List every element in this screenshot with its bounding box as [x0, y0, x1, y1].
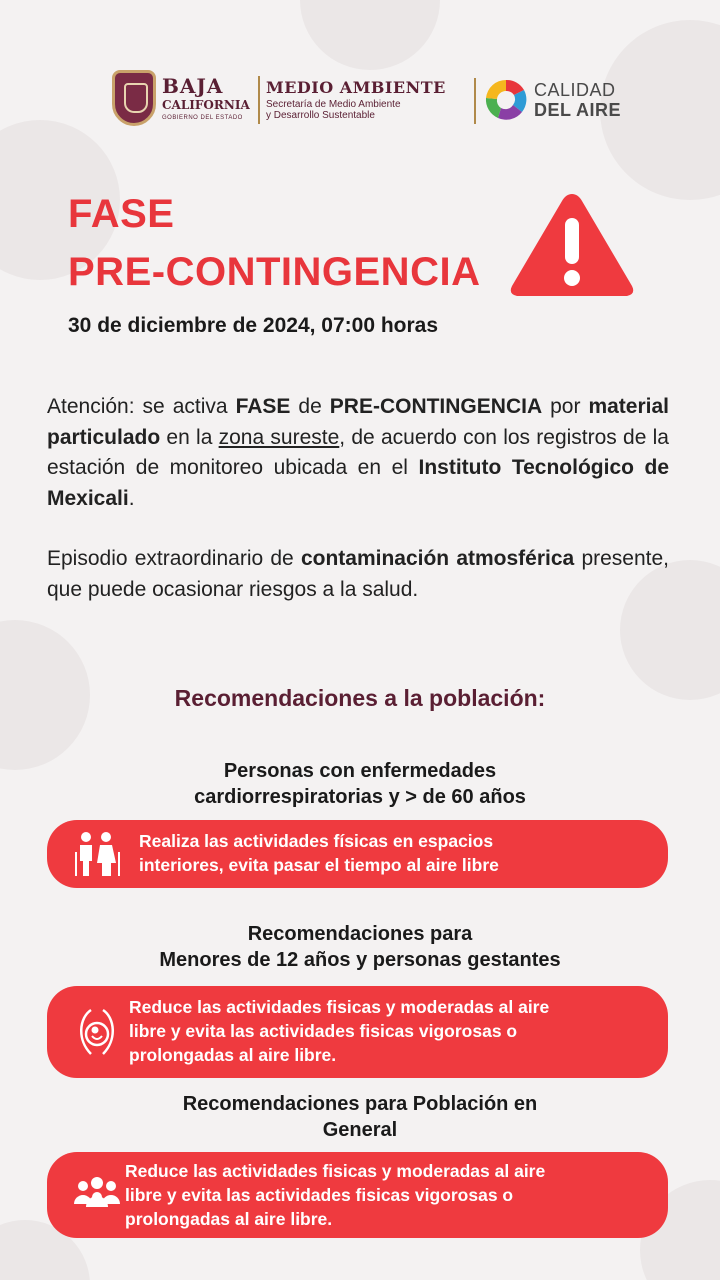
alert-date: 30 de diciembre de 2024, 07:00 horas — [68, 314, 439, 337]
card3-text-line2: libre y evita las actividades fisicas vigorosas o — [125, 1185, 514, 1205]
baja-california-logo — [112, 68, 252, 130]
bc-name-line2: CALIFORNIA — [162, 98, 250, 112]
card1-text-line2: interiores, evita pasar el tiempo al aire libre — [139, 855, 499, 875]
p1-text: de — [290, 395, 330, 418]
p1-zona-sureste: zona sureste — [218, 425, 340, 449]
group1-heading-line2: cardiorrespiratorias y > de 60 años — [194, 786, 526, 808]
group1-heading — [60, 758, 660, 810]
recommendation-card-2 — [47, 986, 668, 1078]
p1-text: , de acuerdo con los registros de la estación de monitoreo ubicada en el — [47, 425, 669, 479]
medio-ambiente-subtitle2: y Desarrollo Sustentable — [266, 110, 375, 121]
p1-text: en la — [160, 425, 219, 449]
group1-heading-line1: Personas con enfermedades — [223, 760, 497, 782]
p1-bold-fase: FASE — [235, 395, 291, 418]
card2-text-line2: libre y evita las actividades fisicas vigorosas o — [129, 1021, 518, 1041]
recommendation-card-3 — [47, 1152, 668, 1238]
p1-bold-instituto: Instituto Tecnológico de Mexicali — [47, 456, 669, 510]
medio-ambiente-title: MEDIO AMBIENTE — [266, 78, 446, 97]
medio-ambiente-subtitle1: Secretaría de Medio Ambiente — [266, 99, 401, 110]
card3-text-line3: prolongadas al aire libre. — [125, 1209, 333, 1229]
p1-text: Atención: se activa — [47, 395, 236, 418]
p2-bold-contaminacion: contaminación atmosférica — [300, 547, 575, 570]
card2-text-line1: Reduce las actividades fisicas y moderadas al aire — [129, 997, 550, 1017]
alert-title-line1: FASE — [68, 192, 175, 236]
bc-name-line3: GOBIERNO DEL ESTADO — [162, 115, 243, 121]
header-divider — [474, 78, 476, 124]
p2-text: presente, que puede ocasionar riesgos a la salud. — [47, 547, 669, 601]
card1-text-line1: Realiza las actividades físicas en espacios — [139, 831, 494, 851]
recommendation-card-1 — [47, 820, 668, 888]
coat-of-arms-icon — [112, 70, 156, 126]
group3-heading-line2: General — [322, 1119, 398, 1141]
warning-icon — [508, 188, 636, 300]
group2-heading-line1: Recomendaciones para — [247, 923, 473, 945]
group3-heading-line1: Recomendaciones para Población en — [182, 1093, 538, 1115]
alert-title-line2: PRE-CONTINGENCIA — [68, 250, 481, 294]
pregnant-icon — [71, 1006, 123, 1058]
p1-text: por — [542, 395, 589, 418]
alert-description — [47, 392, 669, 514]
group2-heading — [60, 921, 660, 973]
group-icon — [71, 1170, 123, 1222]
del-aire-text: DEL AIRE — [534, 100, 622, 120]
p2-text: Episodio extraordinario de — [47, 547, 301, 570]
bc-name-line1: BAJA — [162, 74, 224, 98]
header-divider — [258, 76, 260, 124]
card3-text-line1: Reduce las actividades fisicas y moderadas al aire — [125, 1161, 546, 1181]
group3-heading — [60, 1091, 660, 1143]
p1-text: . — [128, 486, 135, 510]
calidad-del-aire-icon — [484, 78, 528, 122]
elderly-couple-icon — [71, 828, 123, 880]
episode-description — [47, 544, 669, 605]
group2-heading-line2: Menores de 12 años y personas gestantes — [159, 949, 561, 971]
p1-bold-precontingencia: PRE-CONTINGENCIA — [329, 395, 543, 418]
p1-bold-material: material particulado — [47, 395, 669, 449]
recommendations-title: Recomendaciones a la población: — [174, 685, 546, 711]
card2-text-line3: prolongadas al aire libre. — [129, 1045, 337, 1065]
calidad-text: CALIDAD — [534, 80, 616, 100]
header-logos — [0, 62, 720, 134]
